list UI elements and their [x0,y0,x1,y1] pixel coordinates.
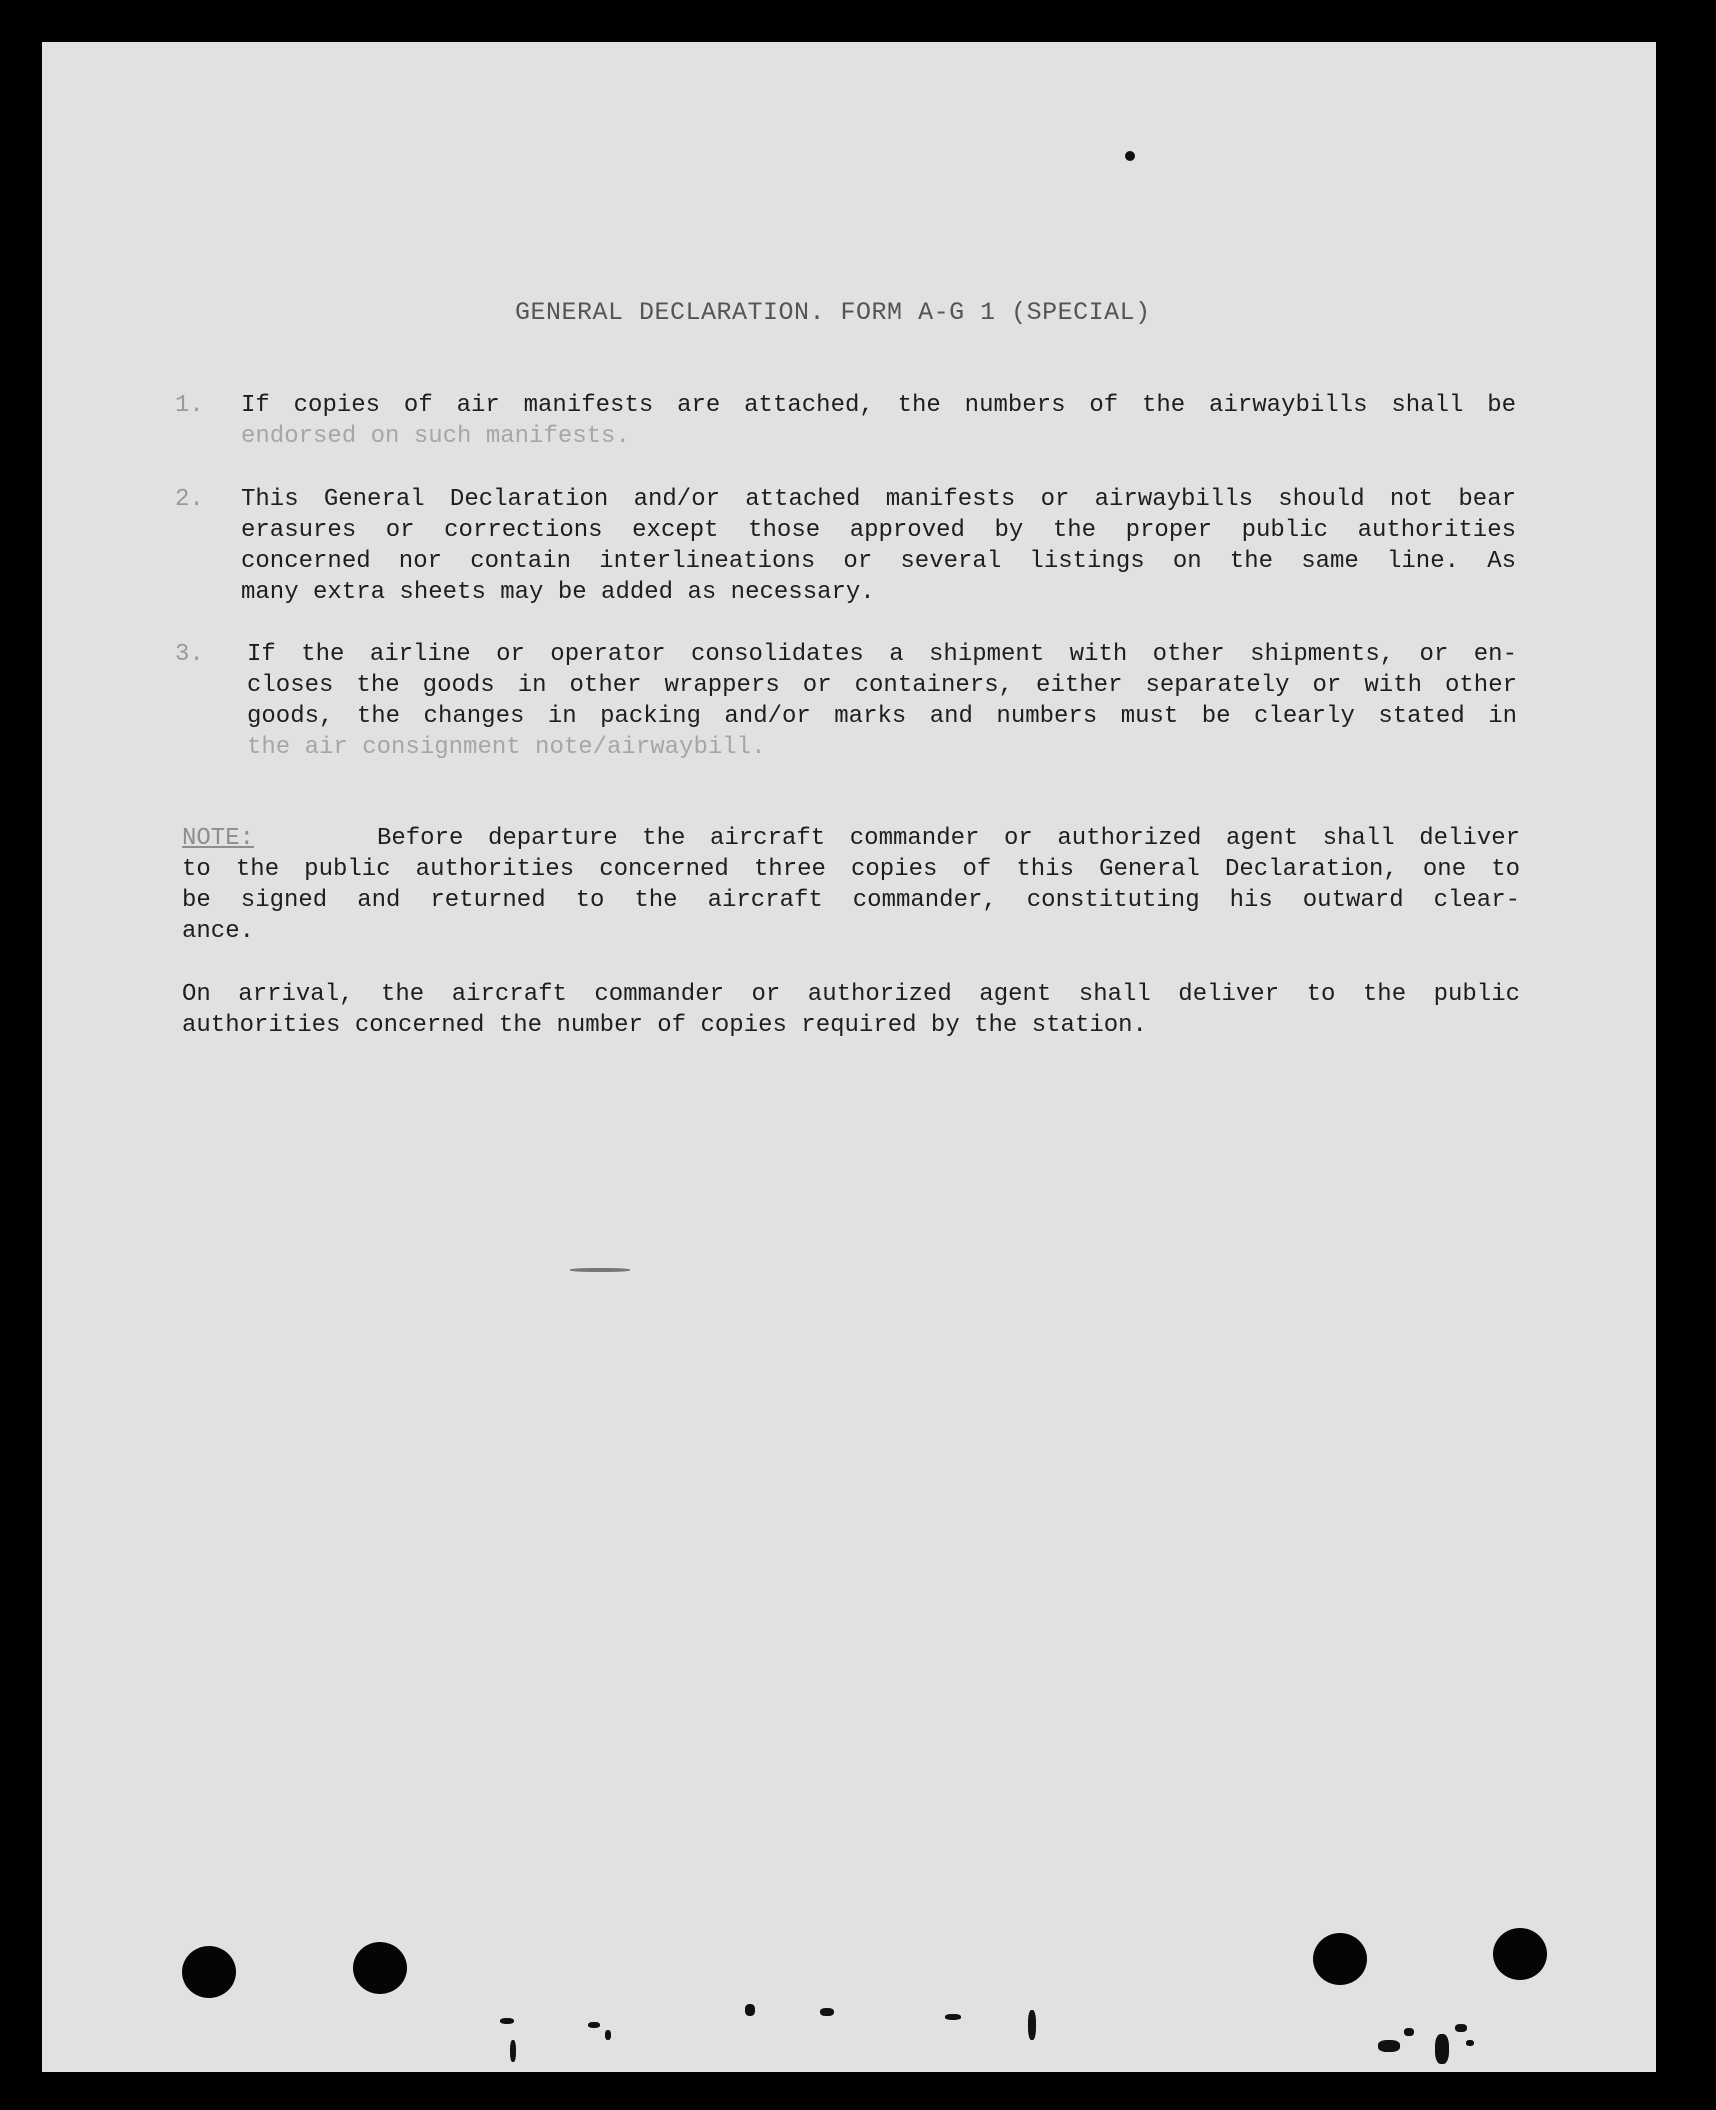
ink-speck [1378,2040,1400,2052]
ink-speck [745,2004,755,2016]
note-line [182,823,1520,854]
item-line: many extra sheets may be added as necessary. [241,579,875,606]
item-line: the air consignment note/airwaybill. [247,734,766,761]
ink-speck [1466,2040,1474,2046]
list-item-3 [175,639,1515,763]
item-line: This General Declaration and/or attached manifests or airwaybills should not bear [241,486,1516,513]
stray-mark [570,1268,630,1272]
note-text: Before departure the aircraft commander or authorized agent shall deliver [376,825,1521,852]
ink-speck [605,2030,611,2040]
ink-speck [1404,2028,1414,2036]
note-paragraph [182,823,1520,947]
punch-hole [353,1942,407,1994]
punch-hole [1313,1933,1367,1985]
ink-speck [510,2040,516,2062]
item-line: If copies of air manifests are attached, the numbers of the airwaybills shall be [241,392,1516,419]
ink-dot [1125,151,1135,161]
punch-hole [182,1946,236,1998]
list-item-1 [175,390,1515,452]
item-line: goods, the changes in packing and/or marks and numbers must be clearly stated in [247,703,1517,730]
item-number: 2. [175,486,204,513]
arrival-line: authorities concerned the number of copies required by the station. [182,1012,1147,1039]
arrival-line: On arrival, the aircraft commander or authorized agent shall deliver to the public [182,981,1520,1008]
item-line: closes the goods in other wrappers or containers, either separately or with other [247,672,1517,699]
item-number: 1. [175,392,204,419]
punch-hole [1493,1928,1547,1980]
list-item-2 [175,484,1515,608]
ink-speck [945,2014,961,2020]
ink-speck [1435,2034,1449,2064]
ink-speck [588,2022,600,2028]
note-label: NOTE: [182,825,255,852]
ink-speck [1028,2010,1036,2040]
item-number: 3. [175,641,204,668]
note-line: to the public authorities concerned three copies of this General Declaration, one to [182,856,1520,883]
note-line: ance. [182,918,255,945]
item-line: concerned nor contain interlineations or several listings on the same line. As [241,548,1516,575]
item-text [241,390,1516,452]
item-text [241,484,1516,608]
ink-speck [1455,2024,1467,2032]
document-page [42,42,1656,2072]
note-line: be signed and returned to the aircraft commander, constituting his outward clear- [182,887,1520,914]
arrival-paragraph [182,979,1520,1041]
item-line: If the airline or operator consolidates a shipment with other shipments, or en- [247,641,1517,668]
ink-speck [500,2018,514,2024]
item-line: erasures or corrections except those approved by the proper public authorities [241,517,1516,544]
ink-speck [820,2008,834,2016]
document-title: GENERAL DECLARATION. FORM A-G 1 (SPECIAL) [515,298,1151,327]
item-text [247,639,1517,763]
item-line: endorsed on such manifests. [241,423,630,450]
